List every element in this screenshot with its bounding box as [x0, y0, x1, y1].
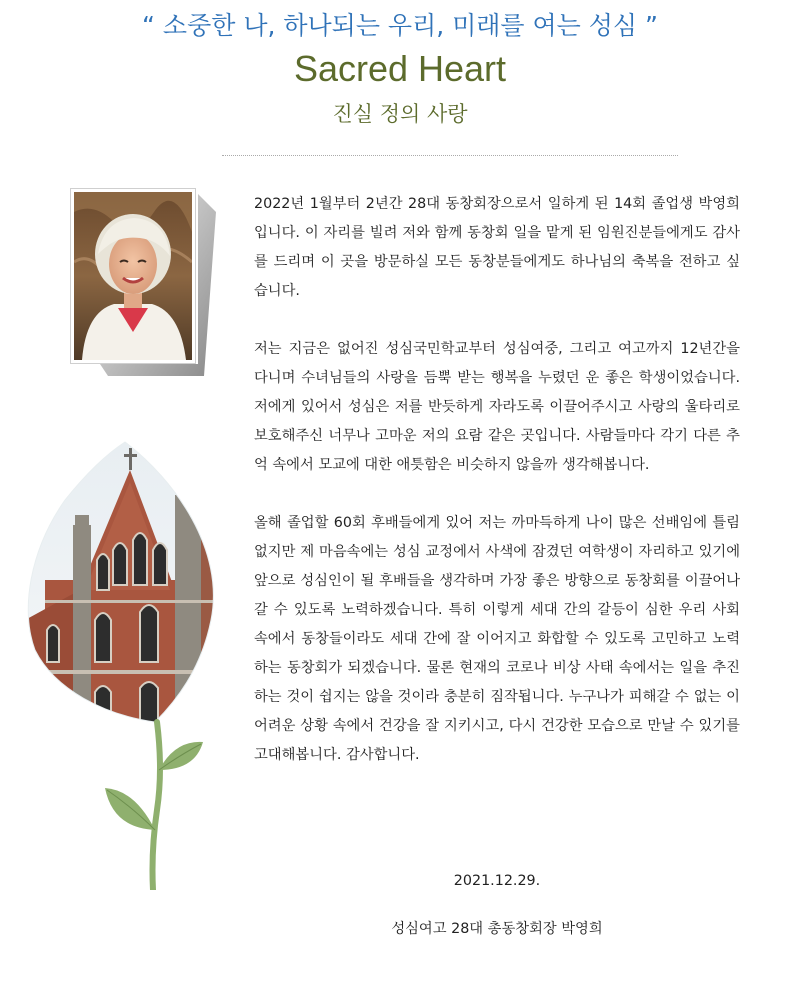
page-title: Sacred Heart	[293, 48, 507, 89]
letter-paragraph: 올해 졸업할 60회 후배들에게 있어 저는 까마득하게 나이 많은 선배임에 틀림없지만 제 마음속에는 성심 교정에서 사색에 잠겼던 여학생이 자리하고 있기에 앞으로 성심인이 될 후배들을 생각하며 가장 좋은 방향으로 동창회를 이끌어나갈 수 있도록 노력하겠습니다. 특히 이렇게 세대 간의 갈등이 심한 우리 사회 속에서 동창들이라도 세대 간에 잘 이어지고 화합할 수 있도록 고민하고 노력하는 동창회가 되겠습니다. 물론 현재의 코로나 비상 사태 속에서는 일을 추진하는 것이 쉽지는 않을 것이라 충분히 짐작됩니다. 누구나가 피해갈 수 없는 이 어려운 상황 속에서 건강을 잘 지키시고, 다시 건강한 모습으로 만날 수 있기를 고대해봅니다. 감사합니다.	[254, 515, 740, 763]
letter-paragraph: 저는 지금은 없어진 성심국민학교부터 성심여중, 그리고 여고까지 12년간을 다니며 수녀님들의 사랑을 듬뿍 받는 행복을 누렸던 운 좋은 학생이었습니다. 저에게 있어서 성심은 저를 반듯하게 자라도록 이끌어주시고 사랑의 울타리로 보호해주신 너무나 고마운 저의 요람 같은 곳입니다. 사람들마다 각기 다른 추억 속에서 모교에 대한 애틋함은 비슷하지 않을까 생각해봅니다.	[254, 341, 740, 473]
letter-signature: 성심여고 28대 총동창회장 박영희	[391, 921, 603, 937]
photo-frame	[70, 188, 196, 364]
portrait-image	[74, 192, 192, 360]
flower-stem-icon	[105, 722, 203, 890]
slogan: “ 소중한 나, 하나되는 우리, 미래를 여는 성심 ”	[142, 11, 658, 40]
letter-body	[254, 190, 740, 770]
church-building-icon	[25, 440, 225, 740]
page-subtitle: 진실 정의 사랑	[332, 102, 468, 126]
header-divider	[222, 155, 678, 156]
letter-date: 2021.12.29.	[453, 873, 541, 889]
portrait-photo	[70, 186, 218, 378]
letter-paragraph: 2022년 1월부터 2년간 28대 동창회장으로서 일하게 된 14회 졸업생 박영희입니다. 이 자리를 빌려 저와 함께 동창회 일을 맡게 된 임원진분들에게도 감사를 드리며 이 곳을 방문하실 모든 동창분들에게도 하나님의 축복을 전하고 싶습니다.	[254, 196, 740, 299]
church-flower-illustration	[25, 440, 225, 890]
